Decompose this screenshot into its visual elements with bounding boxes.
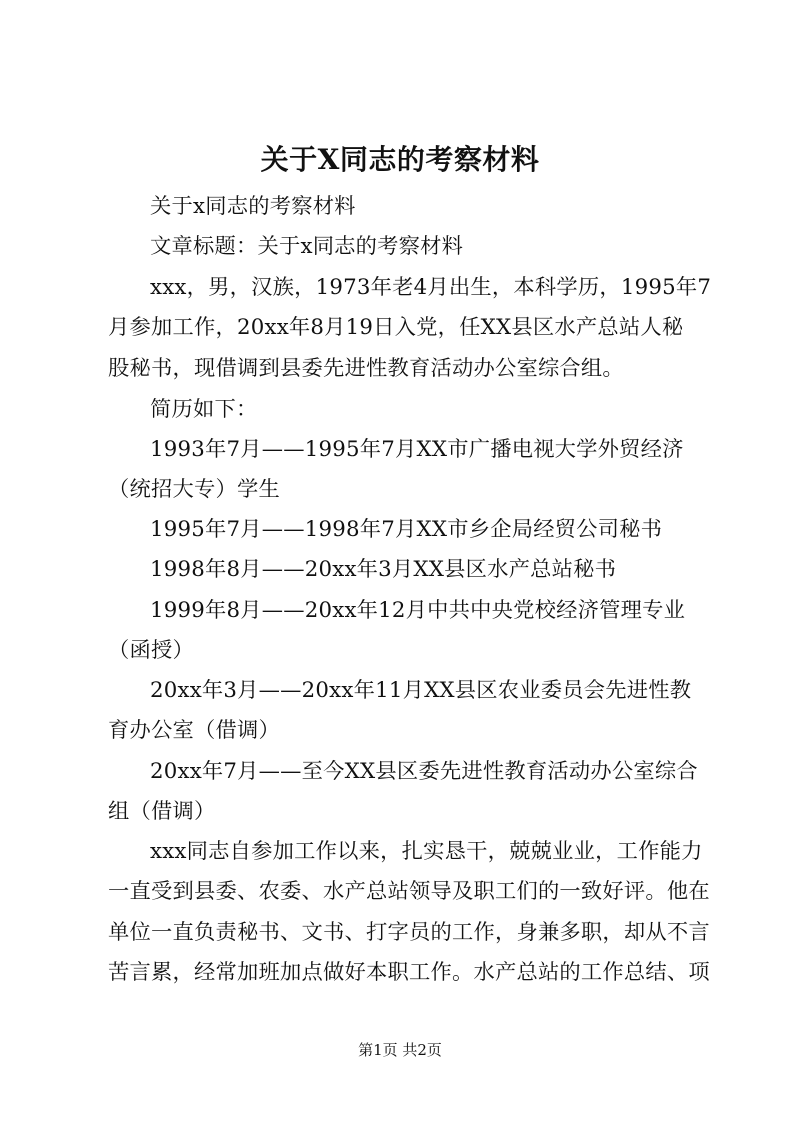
body-line: 苦言累，经常加班加点做好本职工作。水产总站的工作总结、项	[108, 960, 710, 985]
body-line: 单位一直负责秘书、文书、打字员的工作，身兼多职，却从不言	[108, 920, 710, 945]
body-line: 1995年7月——1998年7月XX市乡企局经贸公司秘书	[150, 517, 663, 542]
body-line: 20xx年7月——至今XX县区委先进性教育活动办公室综合	[150, 759, 698, 784]
body-line: 关于x同志的考察材料	[150, 194, 356, 219]
body-line: 20xx年3月——20xx年11月XX县区农业委员会先进性教	[150, 678, 692, 703]
body-line: 文章标题：关于x同志的考察材料	[150, 234, 464, 259]
body-line: 1993年7月——1995年7月XX市广播电视大学外贸经济	[150, 437, 684, 462]
body-line: xxx，男，汉族，1973年老4月出生，本科学历，1995年7	[150, 275, 712, 300]
body-line: xxx同志自参加工作以来，扎实恳干，兢兢业业，工作能力	[150, 839, 703, 864]
body-line: 育办公室（借调）	[108, 718, 280, 743]
body-line: 月参加工作，20xx年8月19日入党，任XX县区水产总站人秘	[108, 315, 684, 340]
body-line: 1998年8月——20xx年3月XX县区水产总站秘书	[150, 557, 617, 582]
page-footer: 第1页 共2页	[358, 1041, 442, 1059]
body-line: （统招大专）学生	[108, 477, 280, 502]
body-line: 简历如下：	[150, 397, 258, 422]
body-line: 组（借调）	[108, 799, 216, 824]
body-line: 一直受到县委、农委、水产总站领导及职工们的一致好评。他在	[108, 879, 710, 904]
body-line: （函授）	[108, 638, 194, 663]
body-line: 股秘书，现借调到县委先进性教育活动办公室综合组。	[108, 356, 624, 381]
document-title: 关于X同志的考察材料	[260, 143, 540, 176]
body-line: 1999年8月——20xx年12月中共中央党校经济管理专业	[150, 598, 686, 623]
